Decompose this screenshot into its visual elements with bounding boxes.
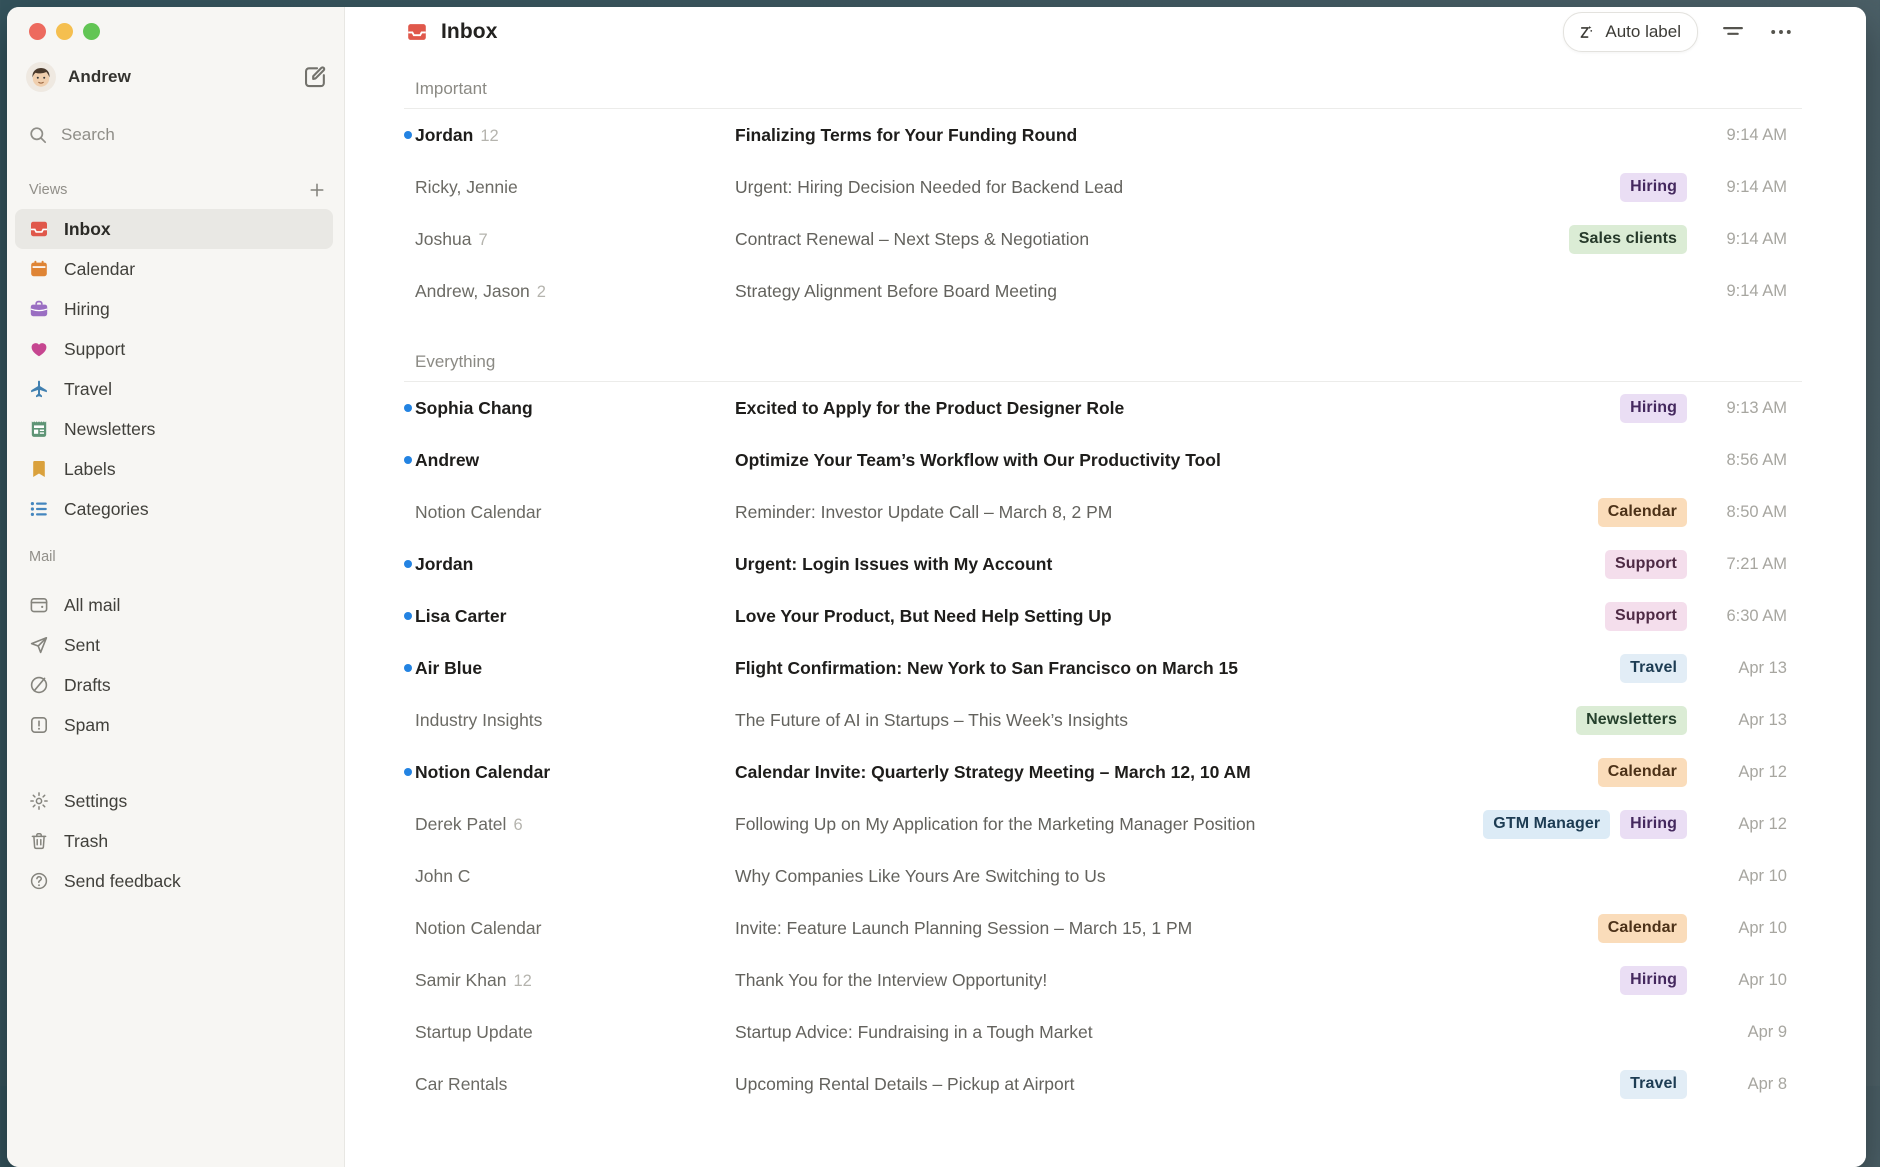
email-subject: Calendar Invite: Quarterly Strategy Meeting – March 12, 10 AM [735, 761, 1251, 782]
all-mail-icon [29, 595, 49, 615]
email-time: Apr 13 [1738, 658, 1787, 677]
sidebar-item-hiring[interactable] [15, 289, 333, 329]
sidebar-item-trash[interactable] [15, 821, 333, 861]
unread-dot [404, 612, 415, 620]
email-sender: Ricky, Jennie [415, 176, 518, 197]
label-badge-gtm-manager[interactable]: GTM Manager [1483, 810, 1610, 839]
email-subject: Thank You for the Interview Opportunity! [735, 969, 1048, 990]
avatar [26, 62, 56, 92]
email-row[interactable] [345, 694, 1866, 746]
newspaper-icon [29, 419, 49, 439]
label-badge-sales-clients[interactable]: Sales clients [1569, 225, 1687, 254]
email-sender: Air Blue [415, 657, 483, 678]
sidebar-item-label: Labels [64, 458, 116, 479]
sidebar-item-drafts[interactable] [15, 665, 333, 705]
sidebar [7, 7, 345, 1167]
sidebar-item-label: Drafts [64, 674, 111, 695]
email-row[interactable] [345, 265, 1866, 317]
email-sender: Lisa Carter [415, 605, 507, 626]
add-view-button[interactable] [308, 181, 326, 199]
label-badge-calendar[interactable]: Calendar [1598, 498, 1687, 527]
email-row[interactable] [345, 590, 1866, 642]
thread-count: 6 [513, 815, 523, 834]
email-sender: John C [415, 865, 471, 886]
more-options-button[interactable] [1768, 19, 1794, 45]
thread-count: 2 [536, 282, 546, 301]
label-badges [1605, 602, 1687, 631]
sidebar-item-label: Categories [64, 498, 149, 519]
label-badges [1620, 394, 1687, 423]
inbox-header [345, 7, 1866, 57]
email-time: 9:14 AM [1726, 125, 1787, 144]
unread-dot [404, 404, 415, 412]
gear-icon [29, 791, 49, 811]
spam-icon [29, 715, 49, 735]
bookmark-icon [29, 459, 49, 479]
unread-dot [404, 768, 415, 776]
email-sender: Samir Khan 12 [415, 969, 532, 990]
label-badges [1483, 810, 1687, 839]
sidebar-item-label: Hiring [64, 298, 110, 319]
email-sender: Andrew [415, 449, 480, 470]
question-icon [29, 871, 49, 891]
briefcase-icon [29, 299, 49, 319]
sidebar-item-label: Spam [64, 714, 110, 735]
draft-icon [29, 675, 49, 695]
search-placeholder: Search [61, 125, 115, 144]
search-icon [28, 125, 48, 145]
thread-count: 12 [480, 126, 499, 145]
email-row[interactable] [345, 109, 1866, 161]
sidebar-item-labels[interactable] [15, 449, 333, 489]
sidebar-item-inbox[interactable] [15, 209, 333, 249]
email-time: 9:14 AM [1726, 281, 1787, 300]
inbox-icon [29, 219, 49, 239]
sidebar-item-label: Send feedback [64, 870, 181, 891]
email-subject: Contract Renewal – Next Steps & Negotiation [735, 228, 1090, 249]
zoom-button[interactable] [83, 23, 100, 40]
email-row[interactable] [345, 486, 1866, 538]
label-badges [1620, 173, 1687, 202]
email-sender: Notion Calendar [415, 917, 542, 938]
email-subject: Flight Confirmation: New York to San Francisco on March 15 [735, 657, 1239, 678]
label-badge-hiring[interactable]: Hiring [1620, 810, 1687, 839]
auto-label-button[interactable] [1563, 12, 1698, 52]
label-badge-hiring[interactable]: Hiring [1620, 173, 1687, 202]
email-time: Apr 12 [1738, 814, 1787, 833]
list-icon [29, 499, 49, 519]
account-switcher[interactable] [7, 57, 344, 97]
email-sender: Jordan 12 [415, 124, 499, 145]
email-time: 9:14 AM [1726, 177, 1787, 196]
label-badge-calendar[interactable]: Calendar [1598, 914, 1687, 943]
email-row[interactable] [345, 434, 1866, 486]
email-row[interactable] [345, 213, 1866, 265]
email-row[interactable] [345, 850, 1866, 902]
label-badges [1620, 966, 1687, 995]
label-badges [1598, 498, 1687, 527]
sidebar-item-label: Travel [64, 378, 112, 399]
email-subject: Optimize Your Team’s Workflow with Our Productivity Tool [735, 449, 1221, 470]
email-sender: Sophia Chang [415, 397, 533, 418]
auto-label-icon [1577, 23, 1596, 42]
email-sender: Derek Patel 6 [415, 813, 523, 834]
sidebar-item-label: All mail [64, 594, 121, 615]
sidebar-item-send-feedback[interactable] [15, 861, 333, 901]
email-time: Apr 9 [1747, 1022, 1787, 1041]
email-subject: Love Your Product, But Need Help Setting Up [735, 605, 1112, 626]
label-badge-travel[interactable]: Travel [1620, 1070, 1687, 1099]
account-name: Andrew [68, 67, 131, 86]
email-row[interactable] [345, 161, 1866, 213]
sidebar-item-travel[interactable] [15, 369, 333, 409]
email-row[interactable] [345, 746, 1866, 798]
email-time: Apr 10 [1738, 866, 1787, 885]
email-sender: Andrew, Jason 2 [415, 280, 546, 301]
plane-icon [29, 379, 49, 399]
filter-button[interactable] [1720, 19, 1746, 45]
mail-section-label: Mail [29, 549, 56, 565]
email-subject: Excited to Apply for the Product Designer Role [735, 397, 1125, 418]
email-row[interactable] [345, 798, 1866, 850]
unread-dot [404, 664, 415, 672]
section-header-everything: Everything [404, 352, 1802, 382]
email-subject: Why Companies Like Yours Are Switching to Us [735, 865, 1106, 886]
email-time: Apr 10 [1738, 918, 1787, 937]
email-time: 6:30 AM [1726, 606, 1787, 625]
email-time: 8:50 AM [1726, 502, 1787, 521]
sidebar-item-label: Support [64, 338, 126, 359]
thread-count: 7 [478, 230, 488, 249]
email-time: Apr 8 [1747, 1074, 1787, 1093]
sidebar-item-label: Inbox [64, 218, 111, 239]
email-subject: Reminder: Investor Update Call – March 8, 2 PM [735, 501, 1113, 522]
email-time: 8:56 AM [1726, 450, 1787, 469]
send-icon [29, 635, 49, 655]
email-sender: Notion Calendar [415, 501, 542, 522]
sidebar-item-sent[interactable] [15, 625, 333, 665]
label-badges [1576, 706, 1687, 735]
email-row[interactable] [345, 1006, 1866, 1058]
email-subject: Invite: Feature Launch Planning Session – March 15, 1 PM [735, 917, 1193, 938]
email-time: 9:13 AM [1726, 398, 1787, 417]
unread-dot [404, 456, 415, 464]
main-panel [345, 7, 1866, 1167]
email-sender: Jordan [415, 553, 474, 574]
sidebar-item-settings[interactable] [15, 781, 333, 821]
label-badges [1598, 758, 1687, 787]
email-sender: Joshua 7 [415, 228, 488, 249]
email-sender: Notion Calendar [415, 761, 551, 782]
email-time: Apr 12 [1738, 762, 1787, 781]
email-subject: Urgent: Hiring Decision Needed for Backend Lead [735, 176, 1124, 197]
email-subject: Following Up on My Application for the Marketing Manager Position [735, 813, 1256, 834]
email-subject: Urgent: Login Issues with My Account [735, 553, 1053, 574]
label-badge-travel[interactable]: Travel [1620, 654, 1687, 683]
search-input[interactable] [7, 115, 344, 155]
page-title: Inbox [441, 20, 498, 43]
sidebar-item-categories[interactable] [15, 489, 333, 529]
email-subject: Finalizing Terms for Your Funding Round [735, 124, 1078, 145]
label-badges [1620, 1070, 1687, 1099]
label-badges [1569, 225, 1687, 254]
email-row[interactable] [345, 642, 1866, 694]
inbox-icon [406, 21, 428, 43]
label-badge-support[interactable]: Support [1605, 550, 1687, 579]
views-section-label: Views [7, 176, 344, 204]
sidebar-item-label: Sent [64, 634, 100, 655]
auto-label-text: Auto label [1605, 22, 1681, 41]
compose-button[interactable] [302, 64, 328, 90]
trash-icon [29, 831, 49, 851]
thread-count: 12 [513, 971, 532, 990]
sidebar-item-label: Calendar [64, 258, 136, 279]
email-sender: Industry Insights [415, 709, 543, 730]
sidebar-item-newsletters[interactable] [15, 409, 333, 449]
email-subject: Strategy Alignment Before Board Meeting [735, 280, 1057, 301]
app-window [7, 7, 1866, 1167]
minimize-button[interactable] [56, 23, 73, 40]
email-row[interactable] [345, 382, 1866, 434]
email-sender: Car Rentals [415, 1073, 508, 1094]
close-button[interactable] [29, 23, 46, 40]
unread-dot [404, 131, 415, 139]
sidebar-item-support[interactable] [15, 329, 333, 369]
label-badge-hiring[interactable]: Hiring [1620, 966, 1687, 995]
email-row[interactable] [345, 538, 1866, 590]
label-badges [1598, 914, 1687, 943]
email-time: Apr 13 [1738, 710, 1787, 729]
label-badges [1620, 654, 1687, 683]
sidebar-item-label: Newsletters [64, 418, 156, 439]
sidebar-item-calendar[interactable] [15, 249, 333, 289]
email-sender: Startup Update [415, 1021, 533, 1042]
email-subject: The Future of AI in Startups – This Week’s Insights [735, 709, 1128, 730]
section-header-important: Important [404, 79, 1802, 109]
email-subject: Startup Advice: Fundraising in a Tough Market [735, 1021, 1093, 1042]
sidebar-item-label: Settings [64, 790, 128, 811]
window-controls [7, 7, 344, 55]
label-badges [1605, 550, 1687, 579]
email-time: 9:14 AM [1726, 229, 1787, 248]
email-subject: Upcoming Rental Details – Pickup at Airport [735, 1073, 1075, 1094]
sidebar-item-all-mail[interactable] [15, 585, 333, 625]
email-row[interactable] [345, 902, 1866, 954]
unread-dot [404, 560, 415, 568]
heart-icon [29, 339, 49, 359]
sidebar-item-label: Trash [64, 830, 109, 851]
label-badge-newsletters[interactable]: Newsletters [1576, 706, 1687, 735]
label-badge-hiring[interactable]: Hiring [1620, 394, 1687, 423]
email-row[interactable] [345, 1058, 1866, 1110]
calendar-icon [29, 259, 49, 279]
label-badge-support[interactable]: Support [1605, 602, 1687, 631]
sidebar-item-spam[interactable] [15, 705, 333, 745]
label-badge-calendar[interactable]: Calendar [1598, 758, 1687, 787]
email-time: 7:21 AM [1726, 554, 1787, 573]
email-row[interactable] [345, 954, 1866, 1006]
email-time: Apr 10 [1738, 970, 1787, 989]
